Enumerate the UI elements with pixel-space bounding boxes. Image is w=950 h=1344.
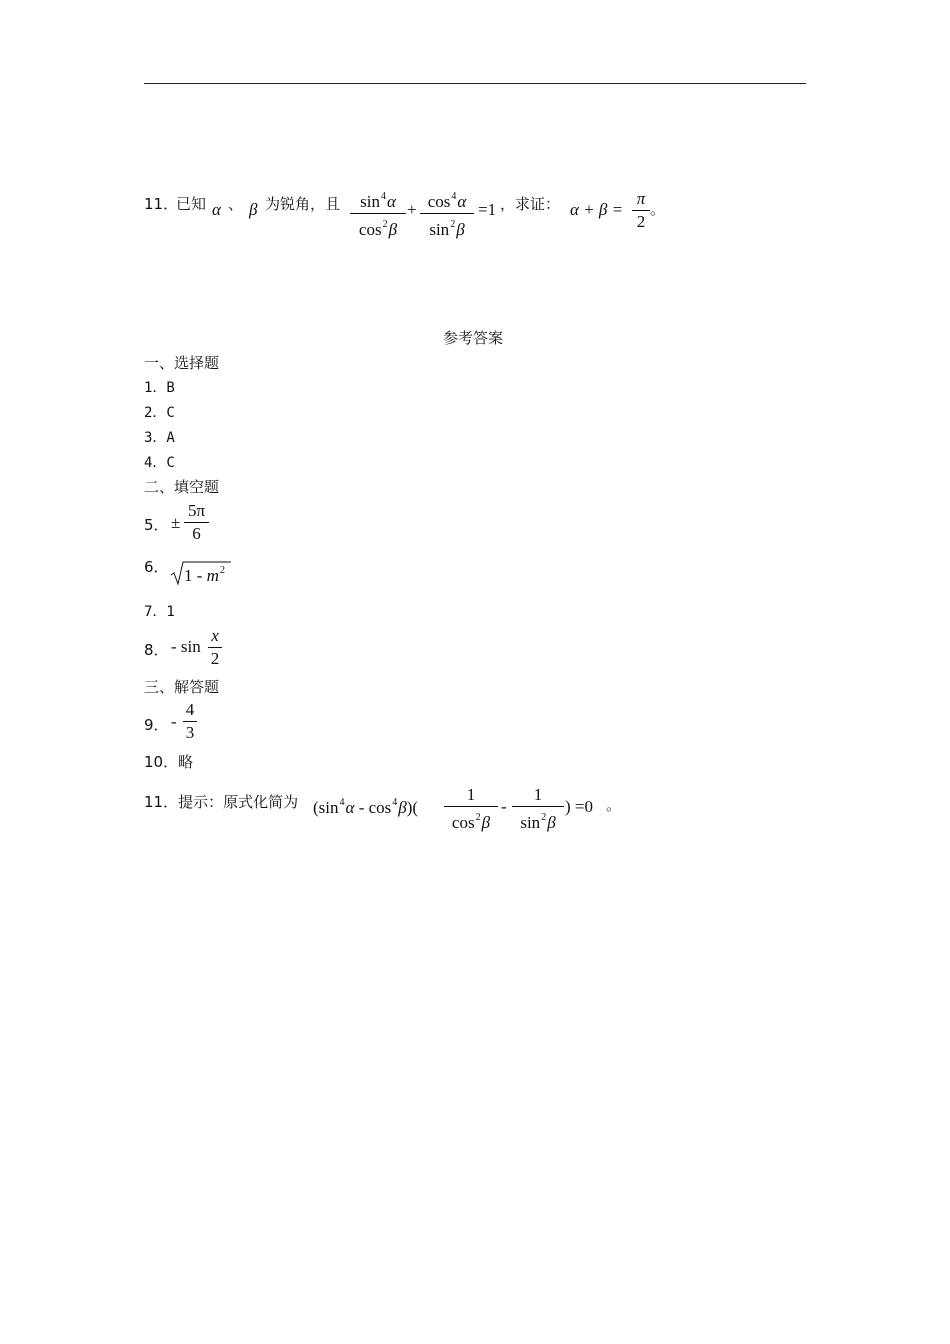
prove-label: ，求证： xyxy=(500,195,561,213)
alpha-symbol: α xyxy=(212,200,221,219)
fraction-1-over-sin2b: 1 $\sin^2\beta$ xyxy=(512,784,564,834)
fraction-4-over-3: 4 3 xyxy=(183,699,197,744)
answer-11-equals-zero: ) =0 xyxy=(565,797,593,816)
answer-11-label: 11．提示：原式化简为 xyxy=(144,793,299,811)
fraction-5pi-over-6: 5π 6 xyxy=(184,500,209,545)
problem-known: 已知 xyxy=(176,195,207,213)
sqrt-radicand: $1 - m^2$ xyxy=(184,565,225,585)
answer-2: 2．C xyxy=(144,405,175,421)
plus-minus-sign: ± xyxy=(171,513,181,532)
answer-8-label: 8． xyxy=(144,641,169,659)
fraction-cos4a-over-sin2b: $\cos^4\alpha$ $\sin^2\beta$ xyxy=(420,186,474,241)
beta-symbol: β xyxy=(249,200,258,219)
problem-period: 。 xyxy=(650,200,666,218)
plus-sign: + xyxy=(407,200,417,219)
fraction-sin4a-over-cos2b: $\sin^4\alpha$ $\cos^2\beta$ xyxy=(350,186,406,241)
minus-sign: - xyxy=(171,712,177,731)
answer-6-label: 6． xyxy=(144,558,169,576)
problem-number: 11． xyxy=(144,195,179,213)
equals-one: =1 xyxy=(478,200,497,219)
answers-title: 参考答案 xyxy=(443,329,504,347)
fraction-1-over-cos2b: 1 $\cos^2\beta$ xyxy=(444,784,498,834)
fraction-x-over-2: x 2 xyxy=(208,625,222,670)
alpha-plus-beta: α + β = xyxy=(570,200,624,219)
section-solutions: 三、解答题 xyxy=(144,678,220,696)
answer-11-minus: - xyxy=(501,797,507,816)
answer-4: 4．C xyxy=(144,455,175,471)
separator: 、 xyxy=(228,195,244,213)
answer-11-factor1: $(\sin^4\alpha - \cos^4\beta)$( xyxy=(313,797,419,817)
answer-3: 3．A xyxy=(144,430,175,446)
answer-7: 7．1 xyxy=(144,604,175,620)
answer-11-period: 。 xyxy=(606,796,622,814)
section-multiple-choice: 一、选择题 xyxy=(144,354,220,372)
answer-1: 1．B xyxy=(144,380,175,396)
answer-5-label: 5． xyxy=(144,516,169,534)
fraction-pi-over-2: π 2 xyxy=(632,188,650,233)
answer-9-label: 9． xyxy=(144,716,169,734)
problem-condition: 为锐角，且 xyxy=(265,195,341,213)
section-fill-in: 二、填空题 xyxy=(144,478,220,496)
header-rule xyxy=(144,83,806,84)
answer-10: 10．略 xyxy=(144,753,194,771)
minus-sin: - sin xyxy=(171,637,201,656)
